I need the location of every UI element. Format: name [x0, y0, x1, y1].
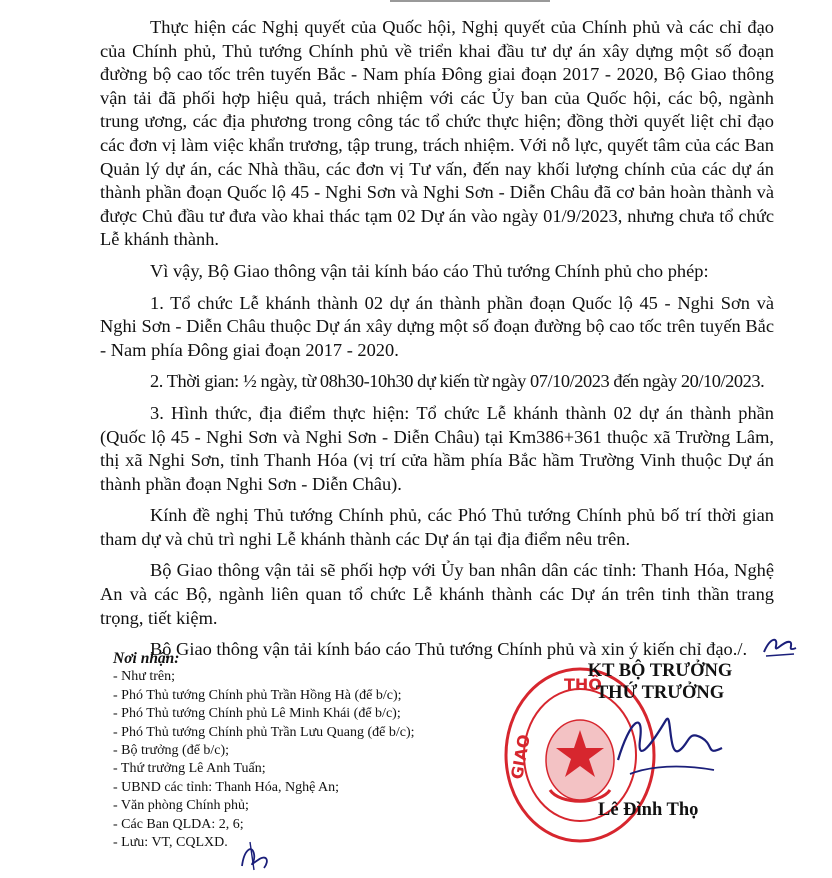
recipient-item: - Phó Thủ tướng Chính phủ Trần Hồng Hà (để b/c); — [113, 687, 402, 703]
paragraph-item-3: 3. Hình thức, địa điểm thực hiện: Tổ chức Lễ khánh thành 02 dự án thành phần (Quốc lộ 45 - Nghi Sơn và Nghi Sơn - Diễn Châu) tại Km386+361 thuộc xã Trường Lâm, thị xã Nghi Sơn, tỉnh Thanh Hóa (vị trí cửa hầm phía Bắc hầm Trường Vinh thuộc Dự án thành phần đoạn Nghi Sơn - Diễn Châu). — [100, 402, 774, 494]
signature-block — [560, 660, 760, 704]
paragraph-request: Vì vậy, Bộ Giao thông vận tải kính báo cáo Thủ tướng Chính phủ cho phép: — [150, 260, 709, 281]
recipients-block — [113, 650, 483, 852]
recipient-item: - Các Ban QLDA: 2, 6; — [113, 816, 244, 832]
signature-title-line2: THỨ TRƯỞNG — [595, 683, 725, 703]
recipient-item: - UBND các tỉnh: Thanh Hóa, Nghệ An; — [113, 779, 340, 795]
seal-text-left: GIAO — [507, 733, 534, 781]
recipient-item: - Phó Thủ tướng Chính phủ Lê Minh Khái (để b/c); — [113, 706, 401, 722]
recipient-item: - Văn phòng Chính phủ; — [113, 798, 249, 814]
recipient-item: - Thứ trưởng Lê Anh Tuấn; — [113, 761, 266, 777]
initials-mark-icon — [236, 838, 276, 874]
paragraph-item-1: 1. Tổ chức Lễ khánh thành 02 dự án thành phần đoạn Quốc lộ 45 - Nghi Sơn và Nghi Sơn - Diễn Châu thuộc Dự án xây dựng một số đoạn đường bộ cao tốc trên tuyến Bắc - Nam phía Đông giai đoạn 2017 - 2020. — [100, 292, 774, 360]
signer-name: Lê Đình Thọ — [598, 800, 699, 820]
page-top-edge-line — [390, 0, 550, 6]
recipient-item: - Bộ trưởng (để b/c); — [113, 743, 230, 759]
recipient-item: - Phó Thủ tướng Chính phủ Trần Lưu Quang (để b/c); — [113, 724, 415, 740]
paragraph-closing: Bộ Giao thông vận tải kính báo cáo Thủ tướng Chính phủ và xin ý kiến chỉ đạo./. — [150, 639, 748, 660]
paragraph-proposal: Kính đề nghị Thủ tướng Chính phủ, các Phó Thủ tướng Chính phủ bố trí thời gian tham dự và chủ trì nghi Lễ khánh thành các Dự án tại địa điểm nêu trên. — [100, 505, 774, 549]
initials-mark-icon — [760, 632, 800, 660]
document-body — [100, 16, 774, 670]
paragraph-item-2: 2. Thời gian: ½ ngày, từ 08h30-10h30 dự kiến từ ngày 07/10/2023 đến ngày 20/10/2023. — [150, 371, 765, 392]
recipient-item: - Lưu: VT, CQLXD. — [113, 835, 228, 851]
recipient-item: - Như trên; — [113, 669, 176, 685]
signature-title-line1: KT BỘ TRƯỞNG — [587, 661, 733, 681]
handwritten-signature — [610, 700, 730, 790]
paragraph-intro: Thực hiện các Nghị quyết của Quốc hội, Nghị quyết của Chính phủ và các chỉ đạo của Chính phủ, Thủ tướng Chính phủ về triển khai đầu tư dự án xây dựng một số đoạn đường bộ cao tốc trên tuyến Bắc - Nam phía Đông giai đoạn 2017 - 2020, Bộ Giao thông vận tải đã phối hợp hiệu quả, trách nhiệm với các Ủy ban của Quốc hội, các bộ, ngành trung ương, các địa phương trong công tác tổ chức thực hiện; đồng thời quyết liệt chỉ đạo các đơn vị làm việc khẩn trương, tập trung, trách nhiệm. Với nỗ lực, quyết tâm của các Ban Quản lý dự án, các Nhà thầu, các đơn vị Tư vấn, đến nay khối lượng chính của các dự án thành phần đoạn Quốc lộ 45 - Nghi Sơn và Nghi Sơn - Diễn Châu đã cơ bản hoàn thành và được Chủ đầu tư đưa vào khai thác tạm 02 Dự án vào ngày 01/9/2023, nhưng chưa tổ chức Lễ khánh thành. — [100, 17, 774, 250]
recipients-title: Nơi nhận: — [113, 650, 180, 667]
seal-text-top: THỐ — [564, 675, 602, 694]
paragraph-coordination: Bộ Giao thông vận tải sẽ phối hợp với Ủy ban nhân dân các tỉnh: Thanh Hóa, Nghệ An và các Bộ, ngành liên quan tổ chức Lễ khánh thành các Dự án trên tinh thần trang trọng, tiết kiệm. — [100, 560, 774, 628]
